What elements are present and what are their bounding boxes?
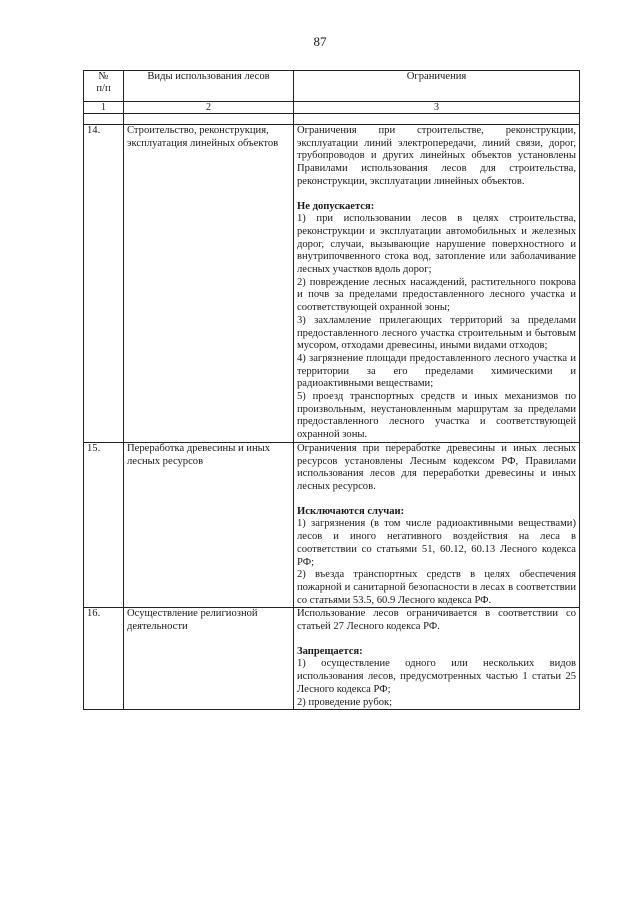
- row-restrictions: [294, 608, 580, 710]
- restriction-intro: Ограничения при строительстве, реконструкции, эксплуатации линий электропередачи, линий связи, дорог, трубопроводов и других линейных объектов установлены Правилами использования лесов для строительства, реконструкции, эксплуатации линейных объектов.: [297, 125, 576, 187]
- row-use-type: Строительство, реконструкция, эксплуатация линейных объектов: [124, 125, 294, 443]
- row-number: 15.: [84, 442, 124, 607]
- row-use-type: Переработка древесины и иных лесных ресурсов: [124, 442, 294, 607]
- header-number: № п/п: [84, 71, 124, 102]
- row-restrictions: [294, 442, 580, 607]
- restriction-item: 1) загрязнения (в том числе радиоактивными веществами) лесов и иного негативного воздействия на леса в соответствии со статьями 51, 60.12, 60.13 Лесного кодекса РФ;: [297, 518, 576, 568]
- restriction-intro: Использование лесов ограничивается в соответствии со статьей 27 Лесного кодекса РФ.: [297, 608, 576, 633]
- row-restrictions: [294, 125, 580, 443]
- forest-use-restrictions-table: [83, 70, 580, 710]
- spacer-row: [84, 114, 580, 125]
- column-number: 3: [294, 102, 580, 114]
- header-restrictions: Ограничения: [294, 71, 580, 102]
- column-number-row: [84, 102, 580, 114]
- table-header-row: [84, 71, 580, 102]
- restriction-heading: Не допускается:: [297, 200, 375, 212]
- restriction-item: 2) проведение рубок;: [297, 696, 393, 708]
- column-number: 1: [84, 102, 124, 114]
- row-number: 16.: [84, 608, 124, 710]
- table-row: [84, 608, 580, 710]
- restriction-intro: Ограничения при переработке древесины и иных лесных ресурсов установлены Лесным кодексом РФ, Правилами использования лесов для переработки древесины и иных лесных ресурсов.: [297, 442, 576, 492]
- column-number: 2: [124, 102, 294, 114]
- restriction-item: 2) повреждение лесных насаждений, растительного покрова и почв за пределами предоставленного лесного участка и соответствующей охранной зоны;: [297, 276, 576, 314]
- table-row: [84, 125, 580, 443]
- page-number: 87: [313, 34, 327, 49]
- row-number: 14.: [84, 125, 124, 443]
- restriction-heading: Исключаются случаи:: [297, 505, 405, 517]
- restriction-item: 2) въезда транспортных средств в целях обеспечения пожарной и санитарной безопасности в лесах в соответствии со статьями 53.5, 60.9 Лесного кодекса РФ.: [297, 569, 576, 606]
- restriction-item: 5) проезд транспортных средств и иных механизмов по произвольным, неустановленным маршрутам за пределами предоставленного лесного участка и соответствующей охранной зоны.: [297, 391, 576, 441]
- table-row: [84, 442, 580, 607]
- restriction-item: 3) захламление прилегающих территорий за пределами предоставленного лесного участка строительным и бытовым мусором, отходами древесины, иными видами отходов;: [297, 314, 576, 352]
- restriction-item: 1) при использовании лесов в целях строительства, реконструкции и эксплуатации автомобильных и железных дорог, случаи, вызывающие нарушение поверхностного и внутрипочвенного стока вод, затопление или заболачивание лесных участков вдоль дорог;: [297, 213, 576, 276]
- restriction-heading: Запрещается:: [297, 645, 363, 657]
- row-use-type: Осуществление религиозной деятельности: [124, 608, 294, 710]
- restriction-item: 1) осуществление одного или нескольких видов использования лесов, предусмотренных частью 1 статьи 25 Лесного кодекса РФ;: [297, 658, 576, 695]
- restriction-item: 4) загрязнение площади предоставленного лесного участка и территории за его пределами химическими и радиоактивными веществами;: [297, 352, 576, 390]
- header-use-type: Виды использования лесов: [124, 71, 294, 102]
